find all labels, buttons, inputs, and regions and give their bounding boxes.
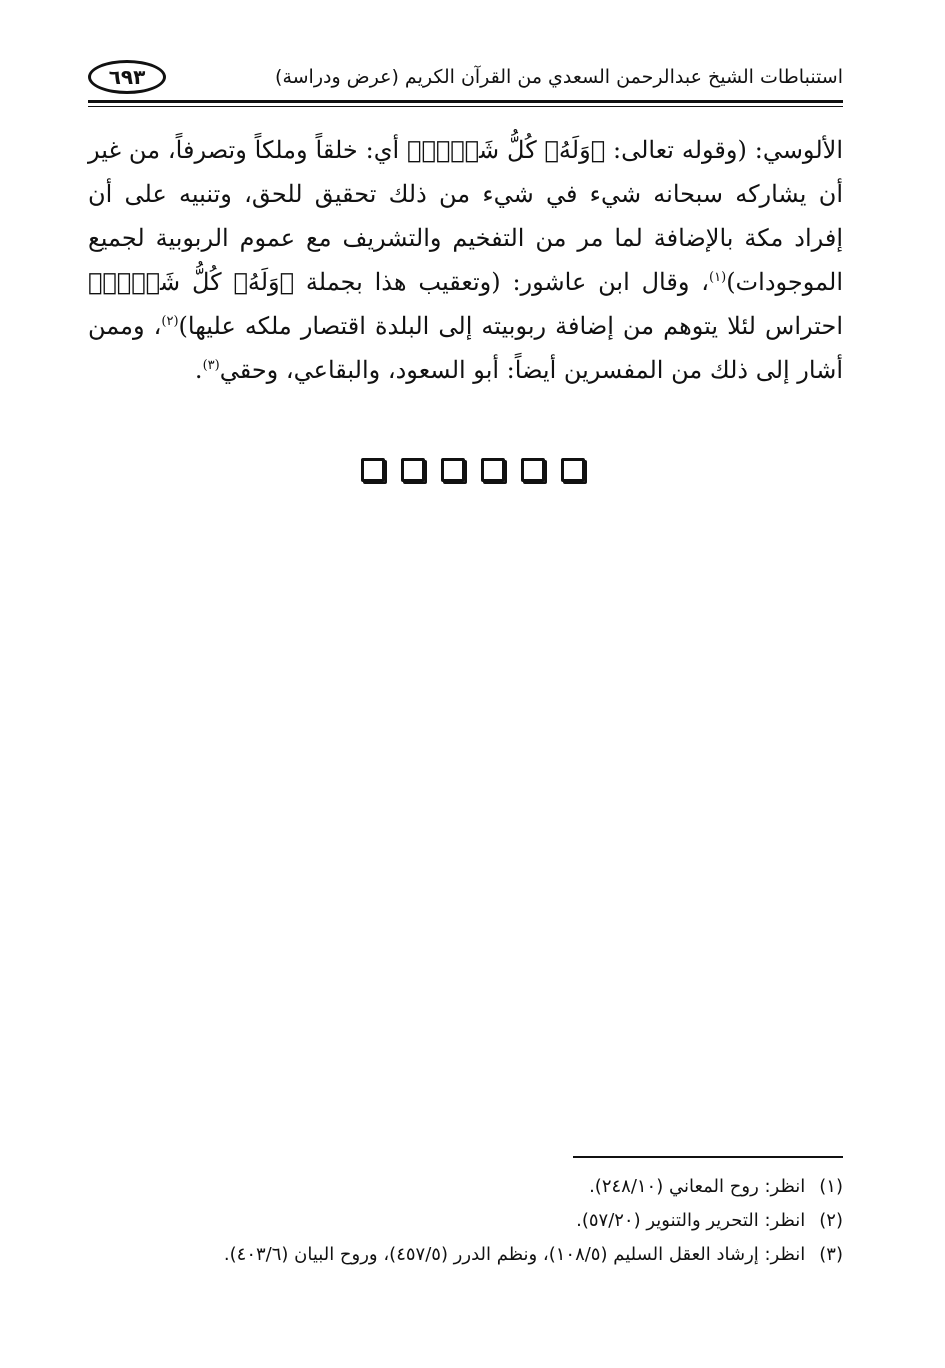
footnote-item <box>88 1238 843 1272</box>
header-title: استنباطات الشيخ عبدالرحمن السعدي من القرآن الكريم (عرض ودراسة) <box>275 66 843 88</box>
separator-square-icon <box>521 458 545 482</box>
footnote-text: انظر: روح المعاني (٢٤٨/١٠). <box>589 1176 806 1197</box>
footnote-rule <box>573 1156 843 1158</box>
header-rule-thin <box>88 106 843 107</box>
page-number: ٦٩٣ <box>88 60 166 94</box>
running-header <box>88 56 843 104</box>
footnote-ref-1[interactable]: (١) <box>709 270 727 285</box>
footnote-text: انظر: إرشاد العقل السليم (١٠٨/٥)، ونظم الدرر (٤٥٧/٥)، وروح البيان (٤٠٣/٦). <box>223 1244 806 1265</box>
header-rule-thick <box>88 100 843 103</box>
separator-square-icon <box>561 458 585 482</box>
paragraph-text-a: الألوسي: (وقوله تعالى: ﴿وَلَهُۥ كُلُّ شَيۡءٖ﴾ أي: خلقاً وملكاً وتصرفاً، من غير أن يشاركه سبحانه شيء في شيء من ذلك تحقيق للحق، وتنبيه على أن إفراد مكة بالإضافة لما مر من التفخيم والتشريف مع عموم الربوبية لجميع الموجودات) <box>88 136 844 296</box>
footnote-item <box>88 1170 843 1204</box>
footnote-text: انظر: التحرير والتنوير (٥٧/٢٠). <box>576 1210 806 1231</box>
separator-square-icon <box>481 458 505 482</box>
footnote-number: (٣) <box>819 1244 843 1265</box>
paragraph-text-c: ، وممن أشار إلى ذلك من المفسرين أيضاً: أبو السعود، والبقاعي، وحقي <box>88 312 843 384</box>
separator-square-icon <box>361 458 385 482</box>
footnote-number: (١) <box>819 1176 843 1197</box>
footnote-ref-2[interactable]: (٢) <box>161 314 179 329</box>
footnote-item <box>88 1204 843 1238</box>
footnotes <box>88 1170 843 1272</box>
footnote-number: (٢) <box>819 1210 843 1231</box>
main-paragraph <box>88 128 843 392</box>
footnote-ref-3[interactable]: (٣) <box>202 358 220 373</box>
paragraph-text-b: ، وقال ابن عاشور: (وتعقيب هذا بجملة ﴿وَلَهُۥ كُلُّ شَيۡءٖ﴾ احتراس لئلا يتوهم من إضافة ربوبيته إلى البلدة اقتصار ملكه عليها) <box>88 268 844 340</box>
separator-square-icon <box>441 458 465 482</box>
section-separator <box>0 458 945 482</box>
paragraph-text-d: . <box>194 356 203 384</box>
separator-square-icon <box>401 458 425 482</box>
